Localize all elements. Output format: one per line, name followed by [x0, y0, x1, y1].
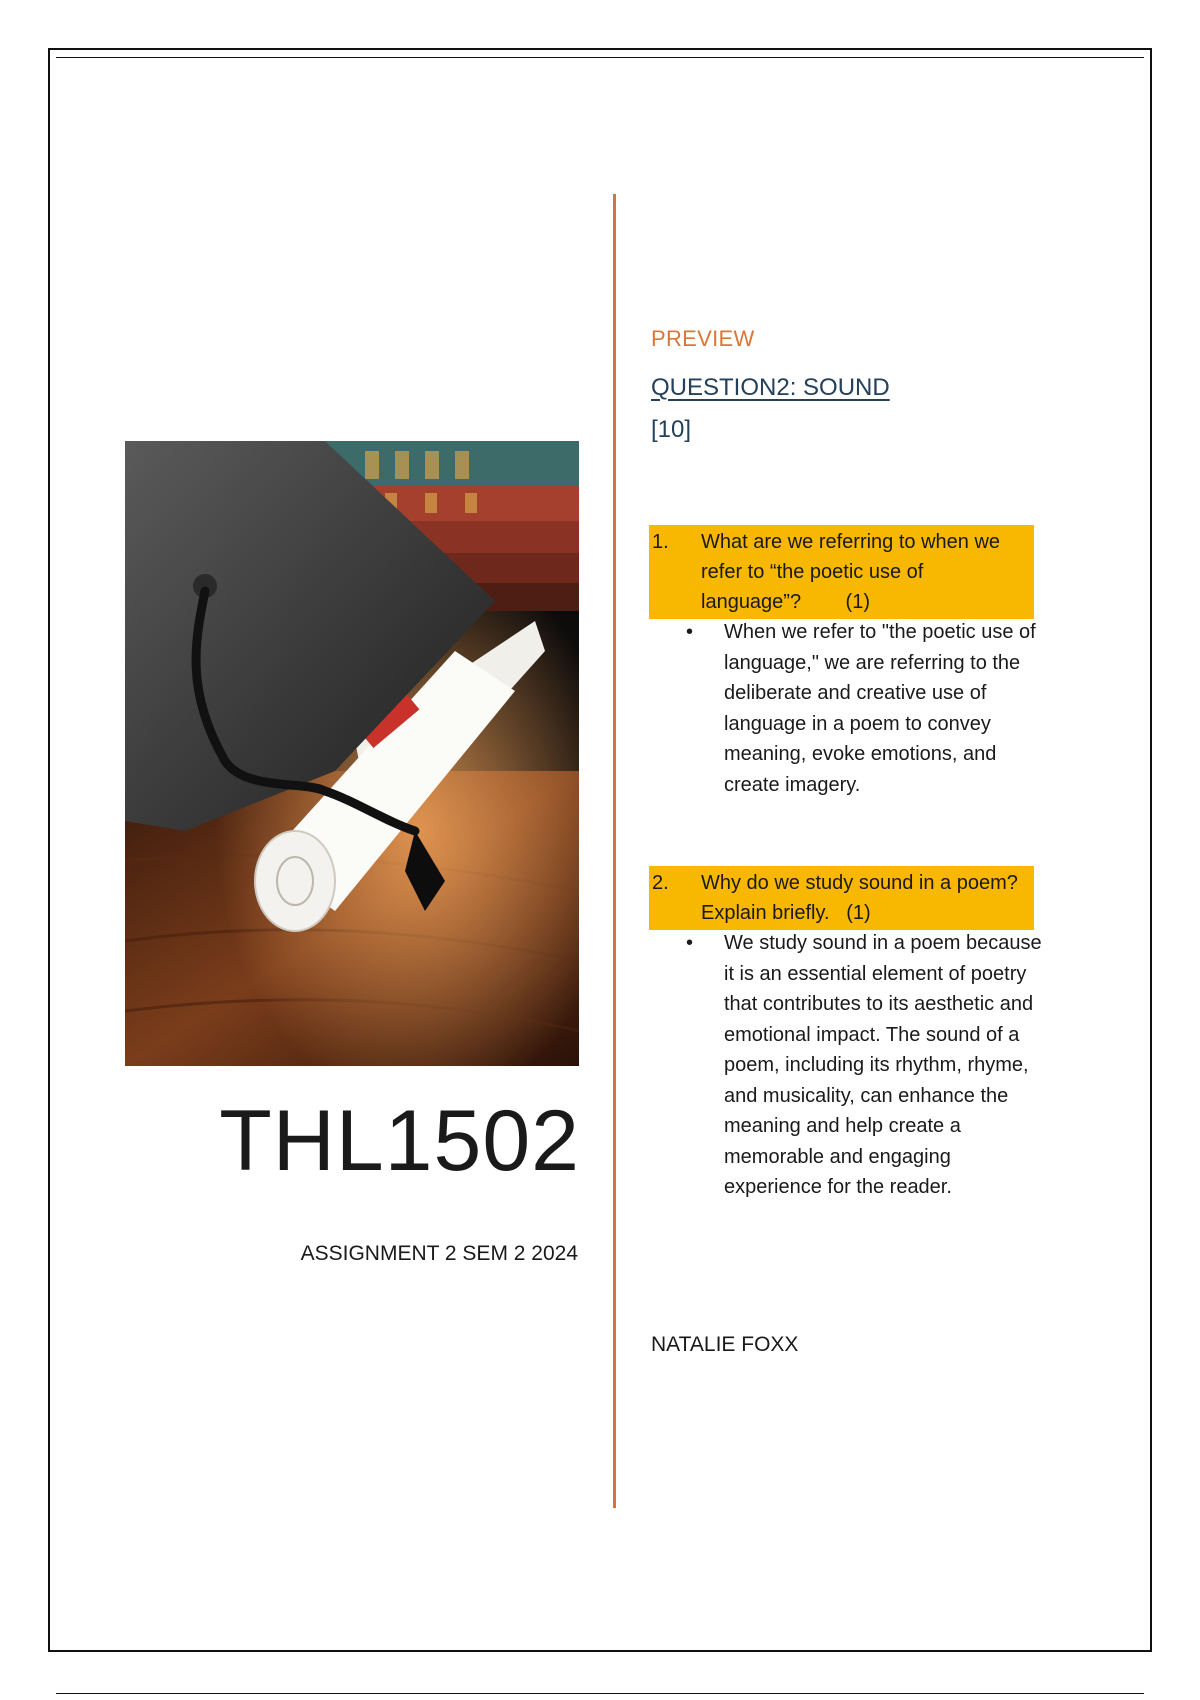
bullet-icon: •: [686, 621, 694, 643]
top-rule: [56, 57, 1144, 58]
vertical-divider: [613, 194, 616, 1508]
bottom-rule: [56, 1693, 1144, 1694]
question-text: What are we referring to when we refer to “the poetic use of language”? (1): [701, 531, 1006, 613]
question-number: 1.: [652, 531, 669, 553]
question-number: 2.: [652, 872, 669, 894]
graduation-photo: [125, 441, 579, 1066]
preview-label: PREVIEW: [651, 326, 755, 351]
answer-text: We study sound in a poem because it is an essential element of poetry that contributes to its aesthetic and emotional impact. The sound of a poem, including its rhythm, rhyme, and musicality, can enhance the meaning and help create a memorable and engaging experience for the reader.: [724, 932, 1042, 1198]
question-title: QUESTION2: SOUND: [651, 374, 890, 401]
author-name: NATALIE FOXX: [651, 1333, 799, 1356]
question-2: [649, 866, 1034, 930]
answer-2: [686, 928, 1046, 1203]
question-text: Why do we study sound in a poem? Explain briefly. (1): [701, 872, 1024, 924]
question-1: [649, 525, 1034, 619]
bullet-icon: •: [686, 932, 694, 954]
answer-1: [686, 617, 1046, 800]
answer-text: When we refer to "the poetic use of language," we are referring to the deliberate and creative use of language in a poem to convey meaning, evoke emotions, and create imagery.: [724, 621, 1036, 796]
question-marks: [10]: [651, 416, 692, 443]
assignment-label: ASSIGNMENT 2 SEM 2 2024: [300, 1242, 578, 1265]
course-code: THL1502: [219, 1093, 580, 1189]
